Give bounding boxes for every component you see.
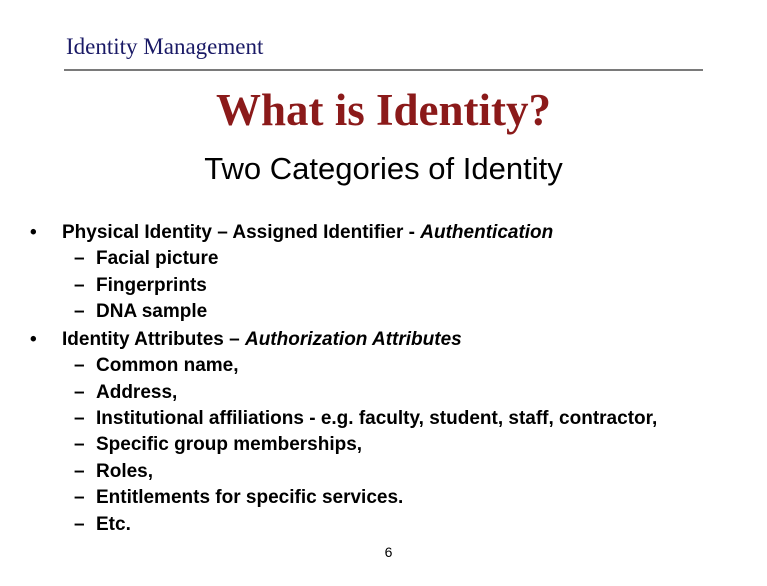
header-divider bbox=[64, 69, 703, 71]
sub-dash: – bbox=[74, 275, 85, 296]
bullet-lead-text: Physical Identity – Assigned Identifier - bbox=[62, 222, 421, 243]
sub-dash: – bbox=[74, 514, 85, 535]
sub-dash: – bbox=[74, 355, 85, 376]
sub-dash: – bbox=[74, 461, 85, 482]
bullet-emphasis-text: Authentication bbox=[420, 222, 554, 243]
bullet-marker: • bbox=[30, 329, 37, 350]
slide-subtitle: Two Categories of Identity bbox=[204, 151, 563, 186]
sub-dash: – bbox=[74, 248, 85, 269]
bullet-item-physical-identity bbox=[62, 222, 553, 244]
bullet-marker: • bbox=[30, 222, 37, 243]
bullet-lead-text: Identity Attributes – bbox=[62, 329, 245, 350]
sub-item: Roles, bbox=[96, 461, 154, 482]
sub-dash: – bbox=[74, 382, 85, 403]
slide-title: What is Identity? bbox=[215, 85, 552, 135]
sub-dash: – bbox=[74, 487, 85, 508]
sub-dash: – bbox=[74, 301, 85, 322]
sub-item: Facial picture bbox=[96, 248, 219, 269]
sub-item: Etc. bbox=[96, 514, 131, 535]
sub-item: Address, bbox=[96, 382, 178, 403]
sub-item: Common name, bbox=[96, 355, 239, 376]
sub-item: Specific group memberships, bbox=[96, 434, 363, 455]
bullet-item-identity-attributes bbox=[62, 329, 462, 351]
sub-dash: – bbox=[74, 434, 85, 455]
sub-item: DNA sample bbox=[96, 301, 208, 322]
page-number: 6 bbox=[384, 544, 393, 560]
sub-item: Entitlements for specific services. bbox=[96, 487, 404, 508]
sub-item: Institutional affiliations - e.g. faculty, student, staff, contractor, bbox=[96, 408, 658, 429]
bullet-emphasis-text: Authorization Attributes bbox=[244, 329, 462, 350]
sub-item: Fingerprints bbox=[96, 275, 207, 296]
sub-dash: – bbox=[74, 408, 85, 429]
header-title: Identity Management bbox=[66, 34, 264, 59]
